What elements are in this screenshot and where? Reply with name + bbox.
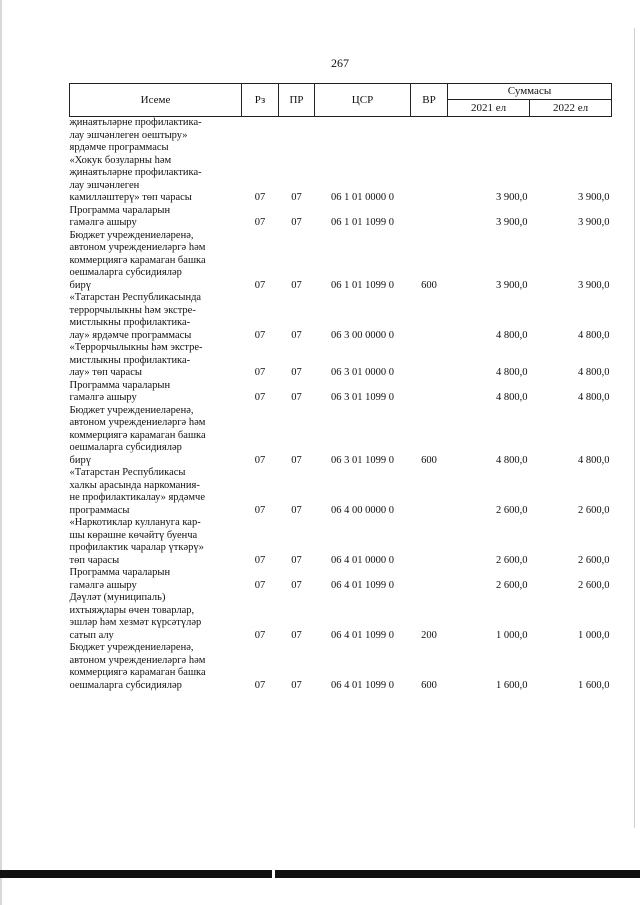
row-vr: [411, 117, 448, 155]
header-sums: Суммасы: [448, 84, 612, 100]
row-name: Бюджет учреждениеләренә, автоном учреждениеләргә һәм коммерциягә карамаган башка оешмаларга субсидияләр: [69, 642, 206, 691]
row-csr: 06 1 01 1099 0: [331, 217, 394, 228]
header-vr: ВР: [411, 84, 448, 117]
row-csr: 06 4 01 1099 0: [331, 579, 394, 591]
row-pr: 07: [291, 554, 302, 566]
table-row: [70, 342, 612, 380]
row-pr: 07: [291, 192, 302, 203]
row-name: җинаятьләрне профилактика- лау эшчәнлеген оештыру» ярдәмче программасы: [69, 117, 202, 153]
table-row: [70, 230, 612, 293]
row-amount-2021: 1 000,0: [496, 629, 528, 641]
table-row: [70, 567, 612, 592]
row-rz: 07: [254, 554, 266, 566]
table-header: [70, 84, 612, 117]
row-rz: 07: [254, 192, 266, 203]
row-amount-2021: 4 800,0: [496, 392, 528, 403]
table-row: [70, 467, 612, 517]
page-number: 267: [331, 56, 349, 70]
row-csr: 06 3 01 1099 0: [331, 454, 394, 466]
row-amount-2022: 1 600,0: [578, 679, 610, 691]
row-vr: 200: [421, 629, 437, 641]
table-row: [70, 405, 612, 468]
row-amount-2021: 4 800,0: [496, 329, 528, 341]
row-pr: 07: [291, 217, 302, 228]
row-amount-2021: 2 600,0: [496, 554, 528, 566]
row-csr: 06 4 00 0000 0: [331, 504, 394, 516]
row-csr: 06 3 01 0000 0: [331, 367, 394, 378]
row-rz: 07: [254, 217, 266, 228]
row-pr: 07: [291, 392, 302, 403]
row-amount-2021: 3 900,0: [496, 279, 528, 291]
row-vr: [411, 205, 448, 230]
row-pr: 07: [291, 454, 302, 466]
row-name: Дәүләт (муниципаль) ихтыяҗлары өчен товарлар, эшләр һәм хезмәт күрсәтүләр сатып алу: [69, 592, 202, 641]
row-rz: 07: [254, 454, 266, 466]
row-rz: 07: [254, 367, 266, 378]
scan-left-edge: [0, 0, 2, 905]
row-vr: 600: [421, 679, 437, 691]
scan-bottom-bar: [0, 870, 640, 878]
table-row: [70, 117, 612, 155]
row-amount-2021: 2 600,0: [496, 579, 528, 591]
row-amount-2022: 2 600,0: [578, 554, 610, 566]
row-pr: 07: [291, 329, 302, 341]
row-vr: [411, 342, 448, 380]
table-row: [70, 592, 612, 642]
row-amount-2021: 3 900,0: [496, 217, 528, 228]
row-amount-2022: 4 800,0: [578, 367, 610, 378]
row-csr: 06 1 01 1099 0: [331, 279, 394, 291]
table-body: [70, 117, 612, 693]
table-row: [70, 517, 612, 567]
row-rz: 07: [254, 629, 266, 641]
row-csr: 06 4 01 0000 0: [331, 554, 394, 566]
budget-table: [69, 83, 612, 692]
row-name: «Хокук бозуларны һәм җинаятьләрне профилактика- лау эшчәнлеген камилләштерү» төп чарасы: [69, 154, 202, 203]
row-vr: [411, 292, 448, 342]
table-row: [70, 205, 612, 230]
row-amount-2022: 1 000,0: [578, 629, 610, 641]
row-vr: 600: [421, 454, 437, 466]
row-amount-2022: 2 600,0: [578, 579, 610, 591]
header-pr: ПР: [279, 84, 315, 117]
row-amount-2022: 4 800,0: [578, 454, 610, 466]
table-row: [70, 642, 612, 692]
row-rz: 07: [254, 329, 266, 341]
row-rz: 07: [254, 679, 266, 691]
row-csr: 06 4 01 1099 0: [331, 679, 394, 691]
row-pr: 07: [291, 279, 302, 291]
row-amount-2021: 3 900,0: [496, 192, 528, 203]
row-amount-2021: 4 800,0: [496, 367, 528, 378]
row-pr: 07: [291, 367, 302, 378]
header-csr: ЦСР: [315, 84, 411, 117]
row-amount-2021: [448, 117, 530, 155]
row-vr: [411, 380, 448, 405]
row-amount-2022: 2 600,0: [578, 504, 610, 516]
row-name: «Татарстан Республикасында террорчылыкны һәм экстре- мистлыкны профилактика- лау» ярдәмче программасы: [69, 292, 202, 341]
row-pr: [279, 117, 315, 155]
scan-bottom-bar-gap: [272, 870, 275, 878]
table-row: [70, 292, 612, 342]
header-year-2021: 2021 ел: [448, 100, 530, 117]
row-csr: [315, 117, 411, 155]
row-vr: [411, 155, 448, 205]
row-rz: 07: [254, 279, 266, 291]
row-pr: 07: [291, 679, 302, 691]
row-vr: 600: [421, 279, 437, 291]
scan-right-edge: [634, 28, 635, 828]
row-csr: 06 3 00 0000 0: [331, 329, 394, 341]
row-csr: 06 4 01 1099 0: [331, 629, 394, 641]
row-vr: [411, 567, 448, 592]
row-amount-2021: 2 600,0: [496, 504, 528, 516]
row-name: Программа чараларын гамәлгә ашыру: [69, 567, 171, 591]
row-csr: 06 1 01 0000 0: [331, 192, 394, 203]
row-amount-2021: 4 800,0: [496, 454, 528, 466]
row-amount-2022: 3 900,0: [578, 279, 610, 291]
row-name: Бюджет учреждениеләренә, автоном учреждениеләргә һәм коммерциягә карамаган башка оешмаларга субсидияләр бирү: [69, 404, 206, 466]
header-rz: Рз: [242, 84, 279, 117]
row-rz: 07: [254, 392, 266, 403]
row-name: Программа чараларын гамәлгә ашыру: [69, 204, 171, 228]
row-rz: 07: [254, 579, 266, 591]
row-name: «Террорчылыкны һәм экстре- мистлыкны профилактика- лау» төп чарасы: [69, 342, 203, 378]
header-name: Исеме: [70, 84, 242, 117]
row-amount-2022: [530, 117, 612, 155]
row-vr: [411, 517, 448, 567]
row-name: «Наркотиклар кулланугa кар- шы көрәшне көчәйтү буенча профилактик чаралар үткәрү» төп чарасы: [69, 517, 204, 566]
row-pr: 07: [291, 579, 302, 591]
row-name: Бюджет учреждениеләренә, автоном учреждениеләргә һәм коммерциягә карамаган башка оешмаларга субсидияләр бирү: [69, 229, 206, 291]
table-row: [70, 380, 612, 405]
row-name: «Татарстан Республикасы халкы арасында наркомания- не профилактикалау» ярдәмче программасы: [69, 467, 205, 516]
row-rz: [242, 117, 279, 155]
header-year-2022: 2022 ел: [530, 100, 612, 117]
row-amount-2021: 1 600,0: [496, 679, 528, 691]
row-amount-2022: 4 800,0: [578, 392, 610, 403]
table-row: [70, 155, 612, 205]
row-csr: 06 3 01 1099 0: [331, 392, 394, 403]
row-name: Программа чараларын гамәлгә ашыру: [69, 379, 171, 403]
row-amount-2022: 3 900,0: [578, 217, 610, 228]
row-rz: 07: [254, 504, 266, 516]
row-amount-2022: 4 800,0: [578, 329, 610, 341]
row-pr: 07: [291, 629, 302, 641]
row-pr: 07: [291, 504, 302, 516]
row-vr: [411, 467, 448, 517]
row-amount-2022: 3 900,0: [578, 192, 610, 203]
